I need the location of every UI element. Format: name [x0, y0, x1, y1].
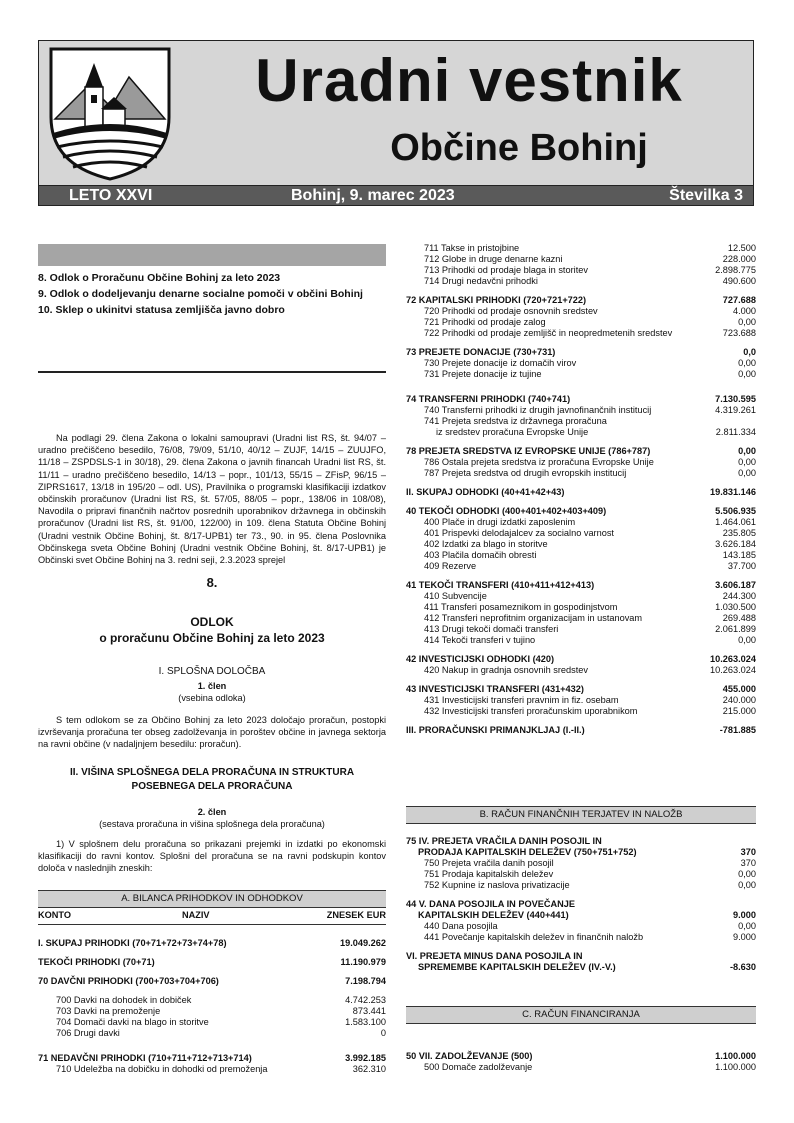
row-label: 42 INVESTICIJSKI ODHODKI (420)	[406, 654, 555, 664]
table-row	[406, 295, 756, 306]
row-label: 72 KAPITALSKI PRIHODKI (720+721+722)	[406, 295, 587, 305]
row-amount: 2.061.899	[715, 624, 756, 634]
row-amount: -8.630	[729, 962, 756, 972]
row-amount: 143.185	[722, 550, 756, 560]
row-label: iz sredstev proračuna Evropske Unije	[436, 427, 589, 437]
row-amount: 11.190.979	[340, 957, 386, 967]
row-label: 787 Prejeta sredstva od drugih evropskih institucij	[424, 468, 627, 478]
row-label: 704 Domači davki na blago in storitve	[56, 1017, 209, 1027]
row-label: 730 Prejete donacije iz domačih virov	[424, 358, 577, 368]
table-row	[406, 635, 756, 646]
col-konto: KONTO	[38, 910, 72, 920]
row-amount: 19.831.146	[710, 487, 756, 497]
masthead	[38, 40, 754, 206]
table-row	[406, 580, 756, 591]
table-row	[38, 1006, 386, 1017]
row-label: 50 VII. ZADOLŽEVANJE (500)	[406, 1051, 533, 1061]
masthead-band	[38, 186, 754, 206]
row-amount: 10.263.024	[710, 665, 756, 675]
row-amount: 0,00	[738, 468, 756, 478]
table-row	[406, 539, 756, 550]
row-label: 403 Plačila domačih obresti	[424, 550, 537, 560]
row-label: 410 Subvencije	[424, 591, 487, 601]
table-row	[406, 706, 756, 717]
row-label: 74 TRANSFERNI PRIHODKI (740+741)	[406, 394, 571, 404]
table-row	[406, 254, 756, 265]
table-row	[406, 328, 756, 339]
row-amount: 3.992.185	[345, 1053, 386, 1063]
row-label: II. SKUPAJ ODHODKI (40+41+42+43)	[406, 487, 565, 497]
table-row	[406, 932, 756, 943]
row-label: 44 V. DANA POSOJILA IN POVEČANJE	[406, 899, 575, 909]
row-amount: 9.000	[733, 910, 756, 920]
table-row	[406, 561, 756, 572]
row-amount: 215.000	[722, 706, 756, 716]
row-amount: 3.606.187	[715, 580, 756, 590]
article2-text: 1) V splošnem delu proračuna so prikazani prejemki in izdatki po ekonomski klasifikaciji do ravni kontov. Splošni del proračuna se na ravni podskupin kontov določa v naslednjih zneskih:	[38, 839, 386, 874]
row-label: SPREMEMBE KAPITALSKIH DELEŽEV (IV.-V.)	[418, 962, 616, 972]
row-label: 431 Investicijski transferi pravnim in fiz. osebam	[424, 695, 619, 705]
table-row	[406, 951, 756, 962]
row-label: VI. PREJETA MINUS DANA POSOJILA IN	[406, 951, 583, 961]
row-label: 441 Povečanje kapitalskih deležev in finančnih naložb	[424, 932, 644, 942]
row-label: 400 Plače in drugi izdatki zaposlenim	[424, 517, 576, 527]
budget-table-c	[406, 1051, 756, 1073]
table-row	[406, 405, 756, 416]
row-label: 721 Prihodki od prodaje zalog	[424, 317, 546, 327]
row-label: 75 IV. PREJETA VRAČILA DANIH POSOJIL IN	[406, 836, 602, 846]
table-row	[406, 921, 756, 932]
row-label: 711 Takse in pristojbine	[424, 243, 520, 253]
issue-label: Številka 3	[669, 187, 743, 204]
table-row	[406, 695, 756, 706]
row-amount: 0,00	[738, 635, 756, 645]
row-label: 751 Prodaja kapitalskih deležev	[424, 869, 554, 879]
row-label: 440 Dana posojila	[424, 921, 498, 931]
row-label: 714 Drugi nedavčni prihodki	[424, 276, 538, 286]
masthead-box	[38, 40, 754, 186]
table-row	[406, 416, 756, 427]
row-label: III. PRORAČUNSKI PRIMANJKLJAJ (I.-II.)	[406, 725, 585, 735]
row-amount: 37.700	[727, 561, 756, 571]
row-label: 700 Davki na dohodek in dobiček	[56, 995, 192, 1005]
table-row	[406, 910, 756, 921]
table-row	[406, 962, 756, 973]
table-row	[406, 665, 756, 676]
column-headers	[38, 910, 386, 921]
row-label: 412 Transferi neprofitnim organizacijam in ustanovam	[424, 613, 643, 623]
row-amount: 455.000	[722, 684, 756, 694]
row-amount: 1.583.100	[345, 1017, 386, 1027]
row-amount: 2.811.334	[715, 427, 756, 437]
toc-bar	[38, 244, 386, 266]
table-row	[38, 1053, 386, 1064]
row-amount: 723.688	[722, 328, 756, 338]
row-label: 741 Prejeta sredstva iz državnega proračuna	[424, 416, 607, 426]
toc-item[interactable]: 9. Odlok o dodeljevanju denarne socialne pomoči v občini Bohinj	[38, 288, 363, 300]
table-row	[406, 243, 756, 254]
table-row	[38, 976, 386, 987]
row-label: 731 Prejete donacije iz tujine	[424, 369, 542, 379]
table-row	[38, 1064, 386, 1075]
toc-item[interactable]: 10. Sklep o ukinitvi statusa zemljišča javno dobro	[38, 304, 285, 316]
row-label: 703 Davki na premoženje	[56, 1006, 161, 1016]
table-row	[406, 317, 756, 328]
row-amount: 3.626.184	[715, 539, 756, 549]
section2-title: II. VIŠINA SPLOŠNEGA DELA PRORAČUNA IN STRUKTURA	[69, 767, 355, 778]
table-row	[406, 684, 756, 695]
row-label: 722 Prihodki od prodaje zemljišč in neopredmetenih sredstev	[424, 328, 673, 338]
table-row	[406, 899, 756, 910]
table-row	[406, 550, 756, 561]
row-amount: 0,00	[738, 921, 756, 931]
row-label: 41 TEKOČI TRANSFERI (410+411+412+413)	[406, 580, 595, 590]
table-row	[406, 624, 756, 635]
year-label: LETO XXVI	[69, 187, 153, 204]
row-label: 750 Prejeta vračila danih posojil	[424, 858, 554, 868]
row-label: 70 DAVČNI PRIHODKI (700+703+704+706)	[38, 976, 219, 986]
doc-subtitle: o proračunu Občine Bohinj za leto 2023	[99, 631, 325, 645]
table-row	[406, 347, 756, 358]
row-amount: 4.319.261	[715, 405, 756, 415]
row-label: 720 Prihodki od prodaje osnovnih sredstev	[424, 306, 598, 316]
masthead-title: Uradni vestnik	[255, 47, 683, 114]
row-amount: 0,00	[738, 457, 756, 467]
date-label: Bohinj, 9. marec 2023	[291, 187, 455, 204]
table-row	[406, 517, 756, 528]
row-label: 402 Izdatki za blago in storitve	[424, 539, 548, 549]
row-label: 712 Globe in druge denarne kazni	[424, 254, 563, 264]
article1-subtitle: (vsebina odloka)	[178, 693, 246, 703]
row-label: KAPITALSKIH DELEŽEV (440+441)	[418, 910, 569, 920]
row-label: 710 Udeležba na dobičku in dohodki od premoženja	[56, 1064, 268, 1074]
section-b-header: B. RAČUN FINANČNIH TERJATEV IN NALOŽB	[406, 806, 756, 824]
table-row	[406, 468, 756, 479]
row-amount: 362.310	[352, 1064, 386, 1074]
row-label: 414 Tekoči transferi v tujino	[424, 635, 536, 645]
row-label: 71 NEDAVČNI PRIHODKI (710+711+712+713+714)	[38, 1053, 252, 1063]
row-label: 401 Prispevki delodajalcev za socialno varnost	[424, 528, 614, 538]
doc-title: ODLOK	[190, 615, 234, 629]
toc-item[interactable]: 8. Odlok o Proračunu Občine Bohinj za leto 2023	[38, 272, 281, 284]
divider	[38, 924, 386, 925]
row-amount: 9.000	[733, 932, 756, 942]
table-row	[406, 654, 756, 665]
table-row	[406, 446, 756, 457]
budget-table-right	[406, 243, 756, 736]
table-row	[406, 591, 756, 602]
row-label: TEKOČI PRIHODKI (70+71)	[38, 957, 155, 967]
table-row	[38, 1028, 386, 1039]
row-label: 73 PREJETE DONACIJE (730+731)	[406, 347, 556, 357]
row-amount: 269.488	[722, 613, 756, 623]
preamble: Na podlagi 29. člena Zakona o lokalni samoupravi (Uradni list RS, št. 94/07 – uradno prečiščeno besedilo, 76/08, 79/09, 51/10, 40/12 – ZUJF, 14/15 – ZUUJFO, 11/18 – ZSPDSLS-1 in 30/18), 29. člena Zakona o javnih financah Uradni list RS, št. 11/11 – uradno prečiščeno besedilo, 14/13 – popr., 101/13, 55/15 – ZFisP, 96/15 – ZIPRS1617, 13/18 in 195/20 – odl. US), Pravilnika o programski klasifikaciji izdatkov občinskih proračunov (Uradni list RS, št. 57/05, 88/05 – popr., 138/06 in 108/08), Navodila o pripravi finančnih načrtov posrednih uporabnikov državnega in občinskih proračunov (Uradni list RS, št. 91/00, 122/00) in 109. člena Statuta Občine Bohinj (Uradni vestnik Občine Bohinj, št. 8/17-UPB1) ter 73., 90. in 95. člena Poslovnika Občinskega sveta Občine Bohinj (Uradni vestnik Občine Bohinj, št. 8/17-UPB1) je Občinski svet Občine Bohinj na 3. redni seji, 2.3.2023 sprejel	[38, 433, 386, 566]
row-label: 40 TEKOČI ODHODKI (400+401+402+403+409)	[406, 506, 607, 516]
row-amount: 235.805	[722, 528, 756, 538]
table-row	[406, 1051, 756, 1062]
budget-table-left	[38, 930, 386, 1075]
row-amount: 4.742.253	[345, 995, 386, 1005]
table-row	[406, 506, 756, 517]
table-row	[406, 602, 756, 613]
row-label: 500 Domače zadolževanje	[424, 1062, 533, 1072]
row-amount: 0,00	[738, 446, 756, 456]
row-amount: 7.130.595	[715, 394, 756, 404]
article2-subtitle: (sestava proračuna in višina splošnega dela proračuna)	[99, 819, 325, 829]
row-amount: 4.000	[733, 306, 756, 316]
row-amount: 727.688	[722, 295, 756, 305]
row-label: 409 Rezerve	[424, 561, 477, 571]
table-row	[406, 1062, 756, 1073]
row-amount: 228.000	[722, 254, 756, 264]
row-label: 752 Kupnine iz naslova privatizacije	[424, 880, 570, 890]
article1-text: S tem odlokom se za Občino Bohinj za leto 2023 določajo proračun, postopki izvrševanja proračuna ter obseg zadolževanja in poroštev občine in javnega sektorja na ravni občine (v nadaljnjem besedilu: proračun).	[38, 715, 386, 750]
row-label: 432 Investicijski transferi proračunskim uporabnikom	[424, 706, 638, 716]
row-amount: 1.100.000	[715, 1051, 756, 1061]
table-row	[406, 836, 756, 847]
table-row	[38, 957, 386, 968]
table-row	[406, 847, 756, 858]
row-label: 740 Transferni prihodki iz drugih javnofinančnih institucij	[424, 405, 652, 415]
row-amount: 2.898.775	[715, 265, 756, 275]
section-c-header: C. RAČUN FINANCIRANJA	[406, 1006, 756, 1024]
row-amount: 240.000	[722, 695, 756, 705]
row-amount: 0,00	[738, 317, 756, 327]
row-amount: 12.500	[727, 243, 756, 253]
table-row	[406, 265, 756, 276]
table-row	[406, 427, 756, 438]
row-amount: 1.100.000	[715, 1062, 756, 1072]
row-amount: 0,00	[738, 880, 756, 890]
row-label: 706 Drugi davki	[56, 1028, 120, 1038]
table-row	[38, 938, 386, 949]
row-amount: 370	[740, 847, 756, 857]
table-row	[406, 725, 756, 736]
row-amount: 244.300	[722, 591, 756, 601]
section2-title-cont: POSEBNEGA DELA PRORAČUNA	[131, 781, 293, 792]
row-label: 420 Nakup in gradnja osnovnih sredstev	[424, 665, 588, 675]
table-of-contents	[38, 270, 388, 318]
table-row	[406, 858, 756, 869]
table-row	[406, 528, 756, 539]
row-amount: 873.441	[352, 1006, 386, 1016]
row-amount: 0,00	[738, 369, 756, 379]
table-row	[406, 276, 756, 287]
table-row	[406, 394, 756, 405]
row-amount: 490.600	[722, 276, 756, 286]
table-row	[406, 869, 756, 880]
row-amount: -781.885	[719, 725, 756, 735]
row-amount: 1.030.500	[715, 602, 756, 612]
row-label: I. SKUPAJ PRIHODKI (70+71+72+73+74+78)	[38, 938, 227, 948]
row-label: 786 Ostala prejeta sredstva iz proračuna Evropske Unije	[424, 457, 654, 467]
row-amount: 1.464.061	[715, 517, 756, 527]
table-row	[406, 358, 756, 369]
table-row	[406, 369, 756, 380]
row-amount: 0,00	[738, 358, 756, 368]
section1-title: I. SPLOŠNA DOLOČBA	[158, 666, 266, 677]
row-amount: 0	[380, 1028, 386, 1038]
table-row	[38, 1017, 386, 1028]
row-label: 78 PREJETA SREDSTVA IZ EVROPSKE UNIJE (786+787)	[406, 446, 651, 456]
budget-table-b	[406, 836, 756, 973]
col-naziv: NAZIV	[182, 910, 210, 920]
row-label: 713 Prihodki od prodaje blaga in storitev	[424, 265, 588, 275]
table-row	[406, 457, 756, 468]
table-row	[38, 995, 386, 1006]
table-row	[406, 487, 756, 498]
table-row	[406, 880, 756, 891]
row-label: 411 Transferi posameznikom in gospodinjstvom	[424, 602, 618, 612]
article2-title: 2. člen	[197, 807, 227, 817]
article1-title: 1. člen	[197, 681, 227, 691]
divider	[38, 371, 386, 373]
row-label: 43 INVESTICIJSKI TRANSFERI (431+432)	[406, 684, 584, 694]
masthead-subtitle: Občine Bohinj	[390, 127, 648, 169]
section-a-header: A. BILANCA PRIHODKOV IN ODHODKOV	[38, 890, 386, 908]
row-amount: 10.263.024	[710, 654, 756, 664]
col-znesek: ZNESEK EUR	[326, 910, 386, 920]
row-amount: 0,00	[738, 869, 756, 879]
row-amount: 7.198.794	[345, 976, 386, 986]
row-amount: 0,0	[743, 347, 756, 357]
table-row	[406, 306, 756, 317]
row-amount: 19.049.262	[340, 938, 386, 948]
crest-icon	[49, 47, 171, 181]
row-amount: 5.506.935	[715, 506, 756, 516]
row-amount: 370	[740, 858, 756, 868]
doc-number: 8.	[206, 575, 218, 590]
table-row	[406, 613, 756, 624]
row-label: 413 Drugi tekoči domači transferi	[424, 624, 559, 634]
row-label: PRODAJA KAPITALSKIH DELEŽEV (750+751+752)	[418, 847, 637, 857]
